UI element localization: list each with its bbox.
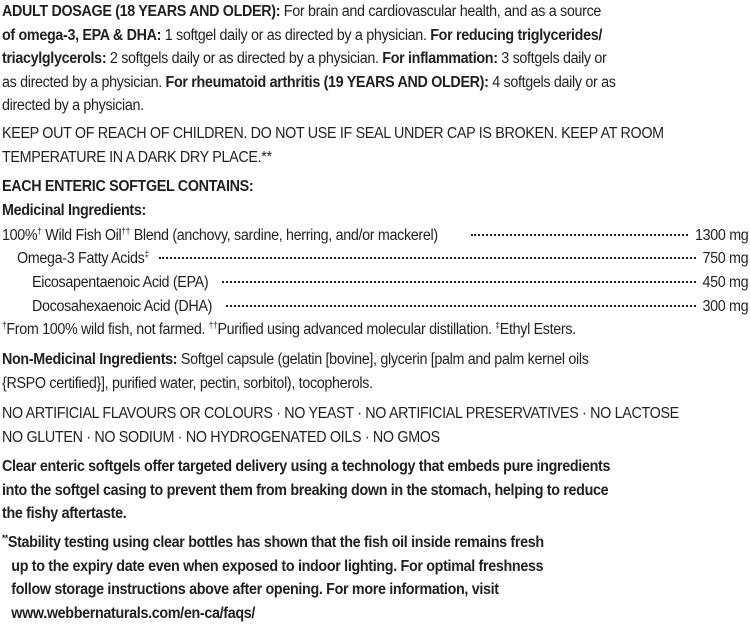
ingredient-amount: 300 mg [702, 298, 748, 315]
ingredient-amount: 1300 mg [694, 227, 748, 244]
footnote-block [2, 318, 750, 342]
warning-line: KEEP OUT OF REACH OF CHILDREN. DO NOT USE IF SEAL UNDER CAP IS BROKEN. KEEP AT ROOM [2, 125, 664, 142]
free-of-line: NO ARTIFICIAL FLAVOURS OR COLOURS · NO YEAST · NO ARTIFICIAL PRESERVATIVES · NO LACTOSE [2, 405, 679, 422]
non-medicinal-line: {RSPO certified}], purified water, pectin, sorbitol), tocopherols. [2, 374, 373, 392]
ingredient-name: Eicosapentaenoic Acid (EPA) [32, 274, 209, 291]
free-of-section [2, 402, 750, 449]
dosage-heading: ADULT DOSAGE (18 YEARS AND OLDER): [2, 3, 281, 20]
stability-url: www.webbernaturals.com/en-ca/faqs/ [11, 604, 256, 622]
contents-heading-block [2, 175, 750, 222]
ingredient-row [2, 295, 748, 318]
stability-section [2, 531, 750, 625]
enteric-line: into the softgel casing to prevent them from breaking down in the stomach, helping to reduce [2, 481, 609, 499]
dosage-text: For brain and cardiovascular health, and as a source [280, 3, 602, 20]
enteric-line: Clear enteric softgels offer targeted delivery using a technology that embeds pure ingredients [2, 458, 611, 475]
dosage-subheading: For reducing triglycerides/ [430, 26, 603, 44]
free-of-line: NO GLUTEN · NO SODIUM · NO HYDROGENATED OILS · NO GMOS [2, 428, 440, 446]
stability-mark: ** [2, 533, 8, 543]
ingredient-row [2, 247, 748, 270]
dosage-line-5 [2, 94, 746, 118]
non-medicinal-line: Non-Medicinal Ingredients: Softgel capsule (gelatin [bovine], glycerin [palm and palm kernel oils [2, 351, 589, 368]
dosage-text: 4 softgels daily or as [488, 73, 616, 91]
leader-dots [159, 257, 696, 259]
stability-line: up to the expiry date even when exposed to indoor lighting. For optimal freshness [11, 557, 544, 575]
leader-dots [471, 234, 688, 236]
warning-line: TEMPERATURE IN A DARK DRY PLACE.** [2, 148, 272, 166]
dosage-line-2 [2, 24, 746, 48]
dosage-text: 2 softgels daily or as directed by a physician. [106, 50, 383, 68]
stability-line: follow storage instructions above after opening. For more information, visit [11, 581, 499, 599]
enteric-line: the fishy aftertaste. [2, 505, 127, 523]
dosage-line-3 [2, 47, 746, 71]
non-medicinal-section [2, 348, 750, 395]
ingredient-name: Docosahexaenoic Acid (DHA) [32, 298, 213, 315]
dosage-subheading: For inflammation: [382, 50, 498, 68]
dosage-line-1 [2, 0, 746, 24]
dosage-text: directed by a physician. [2, 97, 144, 115]
medicinal-heading: Medicinal Ingredients: [2, 201, 146, 219]
dosage-subheading: triacylglycerols: [2, 50, 107, 68]
leader-dots [226, 305, 696, 307]
dosage-line-4 [2, 71, 746, 95]
ingredient-row [2, 271, 748, 294]
stability-line: **Stability testing using clear bottles has shown that the fish oil inside remains fresh [2, 533, 544, 551]
ingredient-name: 100%† Wild Fish Oil†† Blend (anchovy, sardine, herring, and/or mackerel) [2, 226, 438, 244]
leader-dots [222, 281, 696, 283]
non-medicinal-heading: Non-Medicinal Ingredients: [2, 351, 178, 368]
dosage-text: 1 softgel daily or as directed by a physician. [161, 26, 431, 44]
dosage-text: as directed by a physician. [2, 73, 166, 91]
enteric-section [2, 455, 750, 526]
ingredient-row [2, 224, 748, 247]
ingredient-footnote: †From 100% wild fish, not farmed. ††Purified using advanced molecular distillation. ‡Ethyl Esters. [2, 320, 576, 338]
dosage-section [2, 0, 750, 118]
ingredient-amount: 450 mg [702, 274, 748, 291]
dosage-text: 3 softgels daily or [497, 50, 607, 68]
warning-section [2, 122, 750, 169]
dosage-subheading: For rheumatoid arthritis (19 YEARS AND OLDER): [165, 73, 489, 91]
ingredient-name: Omega-3 Fatty Acids‡ [17, 249, 149, 267]
contents-heading: EACH ENTERIC SOFTGEL CONTAINS: [2, 178, 254, 195]
dosage-subheading: of omega-3, EPA & DHA: [2, 26, 162, 44]
ingredient-amount: 750 mg [702, 250, 748, 267]
